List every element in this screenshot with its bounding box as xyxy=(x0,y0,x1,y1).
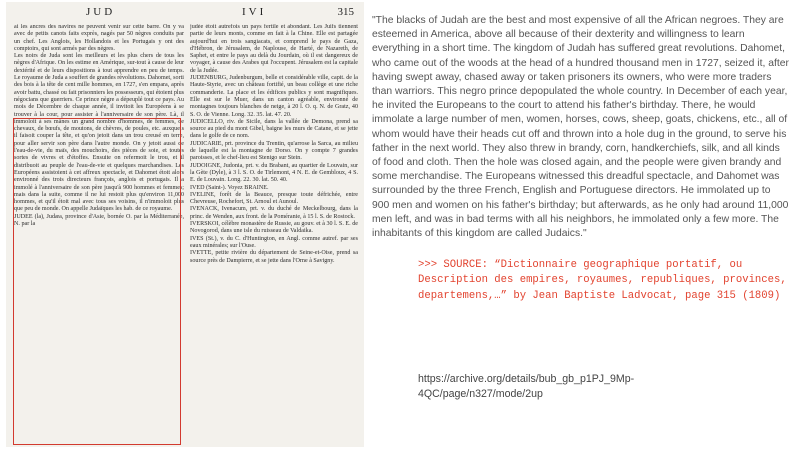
scan-right-paragraph: IVENACK, Ivenacum, prt. v. du duché de Meckelbourg, dans la princ. de Wenden, aux front. de la Poméranie, à 15 l. S. de Rostock. xyxy=(190,206,358,220)
scan-right-paragraph: IVETTE, petite rivière du département de Seine-et-Oise, prend sa source près de Dampierre, et se jette dans l'Orne à Savigny. xyxy=(190,250,358,264)
scan-right-paragraph: IVES (St.), v. du C. d'Huntington, en Angl. comme autref. par ses eaux minérales; sur l'Ouse. xyxy=(190,235,358,249)
translated-quote: "The blacks of Judah are the best and most expensive of all the African negroes. They are esteemed in America, above all because of their dexterity and willingness to learn everything in a short time. The kingdom of Judah has suffered great revolutions. Dahomet, who came out of the woods at the head of a hundred thousand men in 1727, seized it, after having swept away, chased away or taken prisoners its owners, who were more traders than warriors. This negro prince depopulated the whole country. In December of each year, he invited the Europeans to the court to attend his father's birthday. There, he would immolate a large number of men, women, horses, cows, sheep, goats, chickens, etc., all of whom would have their heads cut off and thrown into a hole dug in the ground, to serve his father in the next world. They also threw in brandy, corn, handkerchiefs, silk, and all kinds of food and cloth. Then the hole was closed again, and the people were given brandy and some merchandise. The Europeans witnessed this dreadful spectacle, and Dahomet was surrounded by the three French, English and Portuguese directors. He immolated up to 900 men and women on his father's birthday; but afterwards, as he only had around 11,000 men left, and was in bad terms with all his neighbors, he immolated only a few more. The inhabitants of this kingdom are called Judaics." xyxy=(372,15,789,240)
scan-right-paragraph: JUDOIGNE, Judonia, prt. v. du Brabant, au quartier de Louvain, sur la Gète (Dyle), à 3 l. S. O. de Tirlemont, 4 N. E. de Gembloux, 4 S. E. de Louvain. Long. 22. 30. lat. 50. 40. xyxy=(190,162,358,184)
scan-right-paragraph: IVED (Saint-). Voyez BRAINE. xyxy=(190,184,269,191)
scan-page-number: 315 xyxy=(337,6,354,18)
scan-right-paragraph: JUDICARIE, prt. province du Trentin, qu'arrose la Sarca, au milieu de laquelle est la montagne de Dorso. On y compte 7 grandes paroisses, et le chef-lieu est Stenigo sur Stein. xyxy=(190,140,358,162)
scan-header-left: JUD xyxy=(86,6,116,18)
scan-left-column xyxy=(14,24,184,444)
source-citation: >>> SOURCE: “Dictionnaire geographique portatif, ou Description des empires, royaumes, republiques, provinces, departemens,…” by Jean Baptiste Ladvocat, page 315 (1809) xyxy=(418,259,794,302)
scan-left-paragraph: JUDEE (la), Judæa, province d'Asie, bornée O. par la Méditerranée, N. par la xyxy=(14,213,184,228)
dictionary-page-scan xyxy=(6,2,364,447)
scan-right-paragraph: IVELINE, forêt de la Beauce, presque toute défrichée, entre Chevreuse, Rochefort, St. Arnoul et Aunoul. xyxy=(190,191,358,206)
scan-right-paragraph: judée étoit autrefois un pays fertile et abondant. Les Juifs tiennent partie de leurs monts, comme en fait à la Chine. Elle est partagée aujourd'hui en trois sangiacats, et comprend le pays de Gaza, d'Hébron, de Jérusalem, de Naplouse, de Harté, de Nazareth, de Saphet, et entre le pays au delà du Jourdain, où il est dangereux de voyager, à cause des Arabes qui l'occupent. Jérusalem est la capitale de la Judée. xyxy=(190,24,358,74)
scan-right-paragraph: IVERSKOI, célèbre monastère de Russie, au gouv. et à 30 l. S. E. de Novogorod, dans une isle du ruisseau de Valdaika. xyxy=(190,221,358,235)
scan-page-header xyxy=(6,6,364,20)
scan-right-column xyxy=(190,24,358,444)
scan-left-paragraph: ai les ancres des navires ne peuvent venir sur cette barre. On y va avec de petits canots faits exprès, nagés par 50 nègres conduits par un chef. Les Anglois, les Hollandois et les Portugais y ont des comptoirs, qui sont armés par des nègres. xyxy=(14,24,184,52)
scan-right-paragraph: JUDICELLO, riv. de Sicile, dans la vallée de Demona, prend sa source au pied du mont Gibel, baigne les murs de Catane, et se jette dans le golfe de ce nom. xyxy=(190,118,358,140)
scan-left-paragraph: Les noirs de Juda sont les meilleurs et les plus chers de tous les nègres d'Afrique. On les estime en Amérique, sur-tout à cause de leur dextérité et de leurs dispositions à tout apprendre en peu de temps. Le royaume de Juda a souffert de grandes révolutions. Dahomet, sorti des bois à la tête de cent mille hommes, en 1727, s'en empara, après avoir battu, chassé ou fait prisonniers les possesseurs, qui étoient plus négocians que guerriers. Ce prince nègre a dépeuplé tout ce pays. Au mois de Décembre de chaque année, il invitoit les Européens à se trouver à la cour, pour assister à l'anniversaire de son père. Là, il immoloit à ses mânes un grand nombre d'hommes, de femmes, de chevaux, de bœufs, de moutons, de chèvres, de poules, etc. auxquels il faisoit couper la tête, et qu'on jetoit dans un trou creusé en terre, pour aller servir son père dans l'autre monde. On y jetoit aussi de l'eau-de-vie, du maïs, des mouchoirs, des pièces de soie, et toutes sortes de vivres et d'étoffes. Ensuite on refermoit le trou, et il distribuoit au peuple de l'eau-de-vie et quelques marchandises. Les Européens assistoient à cet affreux spectacle, et Dahomet étoit alors environné des trois directeurs françois, anglois et portugais. Il a immolé à l'anniversaire de son père jusqu'à 900 hommes et femmes; mais dans la suite, comme il ne lui restoit plus qu'environ 11,000 hommes, et qu'il étoit mal avec tous ses voisins, il n'immoloit plus que peu de monde. On appelle Judaïques les hab. de ce royaume. xyxy=(14,53,184,213)
archive-link[interactable]: https://archive.org/details/bub_gb_p1PJ_9Mp-4QC/page/n327/mode/2up xyxy=(418,373,635,401)
scan-right-paragraph: JUDENBURG, Judenburgum, belle et considérable ville, capit. de la Haute-Styrie, avec un château fortifié, un beau collège et une riche commanderie. La place et les édifices publics y sont magnifiques. Elle est sur le Muer, dans un canton agréable, environné de montagnes toujours blanches de neige, à 20 l. O. q. N. de Gratz, 40 S. O. de Vienne. Long. 32. 35. lat. 47. 20. xyxy=(190,75,358,118)
scan-header-mid: IVI xyxy=(242,6,267,18)
